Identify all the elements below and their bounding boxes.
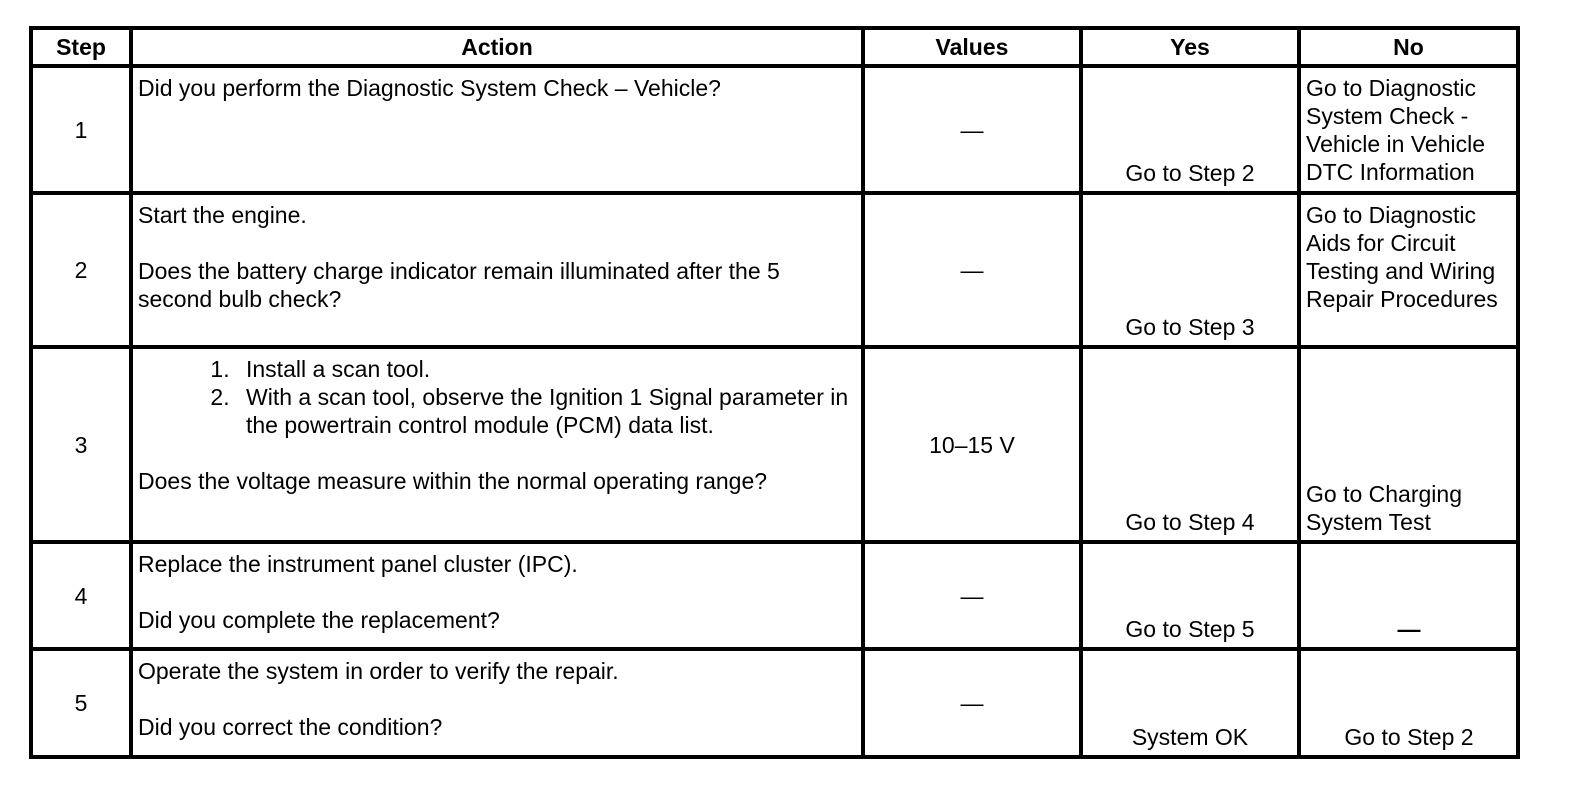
action-question: Did you complete the replacement? <box>138 607 500 633</box>
action-cell <box>131 66 863 193</box>
yes-cell: Go to Step 3 <box>1081 193 1299 347</box>
header-row <box>31 28 1518 66</box>
no-cell: Go to Charging System Test <box>1299 347 1518 542</box>
header-no: No <box>1299 28 1518 66</box>
header-step: Step <box>31 28 131 66</box>
action-cell <box>131 193 863 347</box>
action-question: Does the voltage measure within the normal operating range? <box>138 468 768 494</box>
action-text: Did you perform the Diagnostic System Check – Vehicle? <box>138 75 721 101</box>
table-row <box>31 347 1518 542</box>
table-row <box>31 66 1518 193</box>
action-text: Replace the instrument panel cluster (IPC). <box>138 551 578 577</box>
no-cell: Go to Step 2 <box>1299 649 1518 757</box>
yes-cell: Go to Step 4 <box>1081 347 1299 542</box>
action-cell <box>131 347 863 542</box>
values-cell: — <box>863 649 1081 757</box>
list-item: 2. With a scan tool, observe the Ignition 1 Signal parameter in the powertrain control module (PCM) data list. <box>236 383 853 439</box>
action-text: Operate the system in order to verify the repair. <box>138 658 619 684</box>
table-row <box>31 649 1518 757</box>
step-number: 1 <box>31 66 131 193</box>
yes-cell: Go to Step 2 <box>1081 66 1299 193</box>
step-number: 5 <box>31 649 131 757</box>
no-cell: Go to Diagnostic Aids for Circuit Testing and Wiring Repair Procedures <box>1299 193 1518 347</box>
diagnostic-table <box>29 26 1520 759</box>
values-cell: — <box>863 193 1081 347</box>
step-number: 2 <box>31 193 131 347</box>
header-action: Action <box>131 28 863 66</box>
list-item: 1. Install a scan tool. <box>236 355 853 383</box>
action-question: Does the battery charge indicator remain illuminated after the 5 second bulb check? <box>138 258 780 312</box>
yes-cell: Go to Step 5 <box>1081 542 1299 649</box>
values-cell: — <box>863 542 1081 649</box>
action-cell <box>131 649 863 757</box>
table-row <box>31 193 1518 347</box>
action-steps-list <box>138 355 853 439</box>
header-values: Values <box>863 28 1081 66</box>
action-question: Did you correct the condition? <box>138 714 443 740</box>
no-cell: — <box>1299 542 1518 649</box>
no-cell: Go to Diagnostic System Check - Vehicle in Vehicle DTC Information <box>1299 66 1518 193</box>
table-row <box>31 542 1518 649</box>
values-cell: — <box>863 66 1081 193</box>
action-text: Start the engine. <box>138 202 307 228</box>
step-number: 4 <box>31 542 131 649</box>
action-cell <box>131 542 863 649</box>
yes-cell: System OK <box>1081 649 1299 757</box>
header-yes: Yes <box>1081 28 1299 66</box>
step-number: 3 <box>31 347 131 542</box>
values-cell: 10–15 V <box>863 347 1081 542</box>
